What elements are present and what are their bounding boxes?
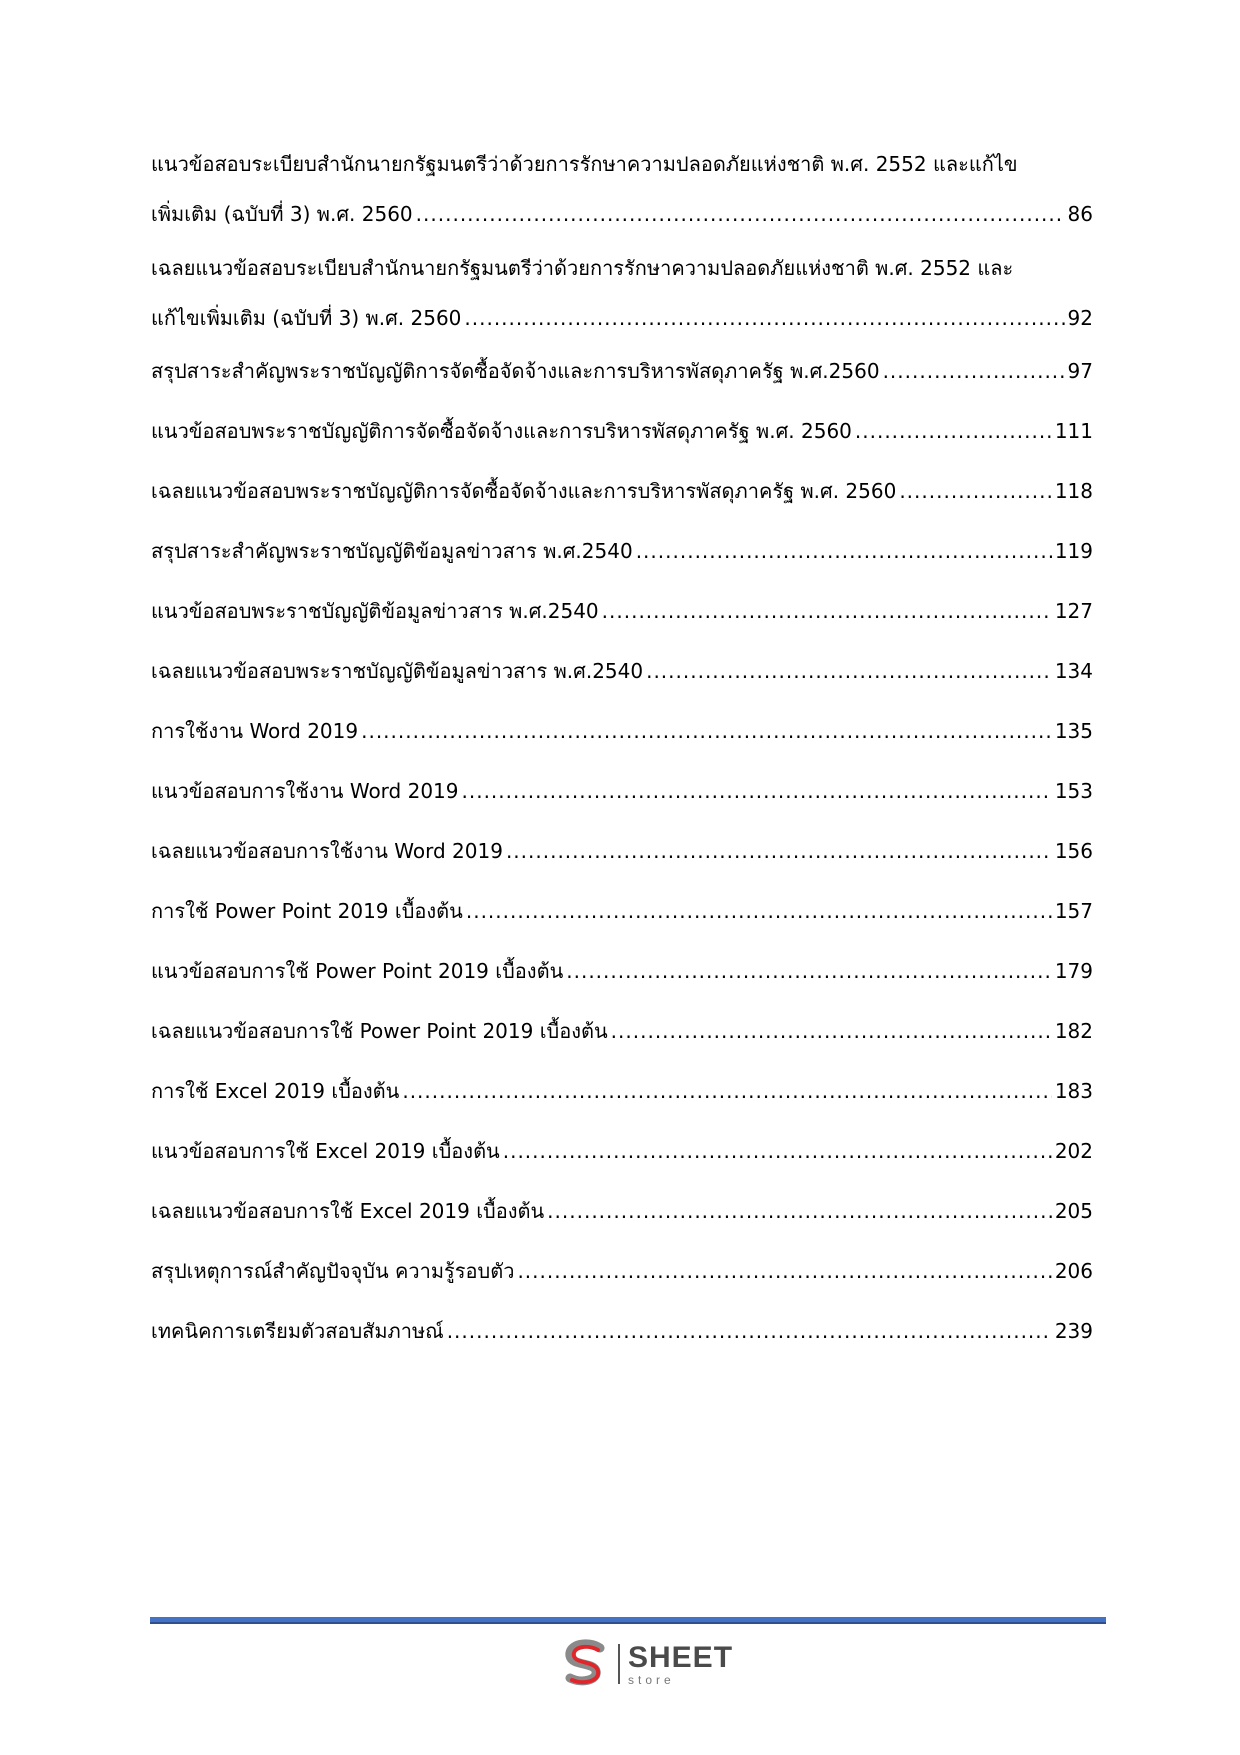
toc-page-number: 111	[1054, 419, 1093, 443]
toc-entry[interactable]	[151, 479, 1093, 504]
brand-subtitle: store	[628, 1672, 675, 1687]
toc-entry[interactable]	[151, 1079, 1093, 1104]
toc-entry[interactable]	[151, 599, 1093, 624]
toc-entry-title: สรุปสาระสำคัญพระราชบัญญัติข้อมูลข่าวสาร พ.ศ.2540	[151, 539, 633, 563]
toc-entry-title: แก้ไขเพิ่มเติม (ฉบับที่ 3) พ.ศ. 2560	[151, 306, 462, 330]
toc-page-number: 135	[1054, 719, 1093, 743]
toc-entry-title-line1: แนวข้อสอบระเบียบสำนักนายกรัฐมนตรีว่าด้วยการรักษาความปลอดภัยแห่งชาติ พ.ศ. 2552 และแก้ไข	[151, 152, 1018, 176]
toc-page-number: 182	[1054, 1019, 1093, 1043]
toc-entry[interactable]	[151, 839, 1093, 864]
toc-page-number: 183	[1054, 1079, 1093, 1103]
toc-leader-dots	[899, 479, 1051, 504]
toc-page-number: 206	[1054, 1259, 1093, 1283]
toc-entry-title: สรุปสาระสำคัญพระราชบัญญัติการจัดซื้อจัดจ้างและการบริหารพัสดุภาครัฐ พ.ศ.2560	[151, 359, 880, 383]
toc-entry[interactable]	[151, 779, 1093, 804]
toc-leader-dots	[636, 539, 1052, 564]
toc-page-number: 134	[1054, 659, 1093, 683]
toc-page-number: 92	[1067, 306, 1093, 330]
toc-page-number: 127	[1054, 599, 1093, 623]
toc-leader-dots	[566, 959, 1052, 984]
toc-page-number: 202	[1054, 1139, 1093, 1163]
toc-entry[interactable]	[151, 899, 1093, 924]
toc-entry[interactable]	[151, 539, 1093, 564]
toc-leader-dots	[646, 659, 1052, 684]
toc-entry[interactable]	[151, 1139, 1093, 1164]
toc-entry-title: การใช้ Power Point 2019 เบื้องต้น	[151, 899, 463, 923]
toc-entry-title: เฉลยแนวข้อสอบการใช้ Power Point 2019 เบื้องต้น	[151, 1019, 608, 1043]
toc-leader-dots	[602, 599, 1052, 624]
toc-entry[interactable]	[151, 1259, 1093, 1284]
toc-entry-title: เฉลยแนวข้อสอบการใช้ Excel 2019 เบื้องต้น	[151, 1199, 545, 1223]
toc-entry[interactable]	[151, 419, 1093, 444]
toc-entry-title: การใช้งาน Word 2019	[151, 719, 359, 743]
toc-leader-dots	[447, 1319, 1052, 1344]
toc-leader-dots	[883, 359, 1065, 384]
toc-entry-title: เฉลยแนวข้อสอบการใช้งาน Word 2019	[151, 839, 503, 863]
toc-page-number: 156	[1054, 839, 1093, 863]
sheet-store-logo-icon	[560, 1638, 612, 1690]
brand-separator	[618, 1644, 620, 1684]
toc-entry[interactable]	[151, 359, 1093, 384]
toc-page-number: 157	[1054, 899, 1093, 923]
toc-leader-dots	[547, 1199, 1052, 1224]
toc-entry[interactable]	[151, 659, 1093, 684]
toc-entry[interactable]	[151, 959, 1093, 984]
table-of-contents	[151, 152, 1093, 1344]
brand-wordmark	[628, 1640, 734, 1687]
toc-page-number: 239	[1054, 1319, 1093, 1343]
toc-leader-dots	[611, 1019, 1052, 1044]
toc-entry-title-line1: เฉลยแนวข้อสอบระเบียบสำนักนายกรัฐมนตรีว่าด้วยการรักษาความปลอดภัยแห่งชาติ พ.ศ. 2552 และ	[151, 256, 1014, 280]
toc-entry[interactable]	[151, 1199, 1093, 1224]
toc-entry-title: เฉลยแนวข้อสอบพระราชบัญญัติข้อมูลข่าวสาร พ.ศ.2540	[151, 659, 644, 683]
footer-brand	[560, 1638, 733, 1690]
toc-leader-dots	[503, 1139, 1052, 1164]
toc-entry[interactable]	[151, 719, 1093, 744]
toc-page-number: 97	[1067, 359, 1093, 383]
toc-entry-title: การใช้ Excel 2019 เบื้องต้น	[151, 1079, 400, 1103]
toc-entry-title: เฉลยแนวข้อสอบพระราชบัญญัติการจัดซื้อจัดจ้างและการบริหารพัสดุภาครัฐ พ.ศ. 2560	[151, 479, 897, 503]
toc-entry[interactable]	[151, 1319, 1093, 1344]
toc-page-number: 119	[1054, 539, 1093, 563]
toc-entry[interactable]	[151, 152, 1093, 227]
toc-page-number: 205	[1054, 1199, 1093, 1223]
toc-leader-dots	[464, 306, 1064, 331]
brand-name: SHEET	[628, 1640, 734, 1674]
toc-page-number: 86	[1067, 202, 1093, 226]
toc-leader-dots	[855, 419, 1052, 444]
toc-entry-title: สรุปเหตุการณ์สำคัญปัจจุบัน ความรู้รอบตัว	[151, 1259, 515, 1283]
toc-entry[interactable]	[151, 1019, 1093, 1044]
toc-page-number: 153	[1054, 779, 1093, 803]
toc-page-number: 118	[1054, 479, 1093, 503]
toc-leader-dots	[517, 1259, 1051, 1284]
toc-entry-title: แนวข้อสอบพระราชบัญญัติข้อมูลข่าวสาร พ.ศ.2540	[151, 599, 599, 623]
toc-entry[interactable]	[151, 256, 1093, 331]
toc-leader-dots	[462, 779, 1052, 804]
toc-entry-title: แนวข้อสอบพระราชบัญญัติการจัดซื้อจัดจ้างและการบริหารพัสดุภาครัฐ พ.ศ. 2560	[151, 419, 852, 443]
toc-leader-dots	[506, 839, 1052, 864]
footer-divider	[150, 1617, 1106, 1624]
toc-entry-title: แนวข้อสอบการใช้ Excel 2019 เบื้องต้น	[151, 1139, 500, 1163]
toc-entry-title: เทคนิคการเตรียมตัวสอบสัมภาษณ์	[151, 1319, 444, 1343]
toc-leader-dots	[416, 202, 1065, 227]
toc-page-number: 179	[1054, 959, 1093, 983]
toc-leader-dots	[361, 719, 1052, 744]
toc-leader-dots	[466, 899, 1052, 924]
toc-entry-title: เพิ่มเติม (ฉบับที่ 3) พ.ศ. 2560	[151, 202, 413, 226]
toc-entry-title: แนวข้อสอบการใช้งาน Word 2019	[151, 779, 459, 803]
toc-entry-title: แนวข้อสอบการใช้ Power Point 2019 เบื้องต้น	[151, 959, 564, 983]
toc-leader-dots	[402, 1079, 1051, 1104]
